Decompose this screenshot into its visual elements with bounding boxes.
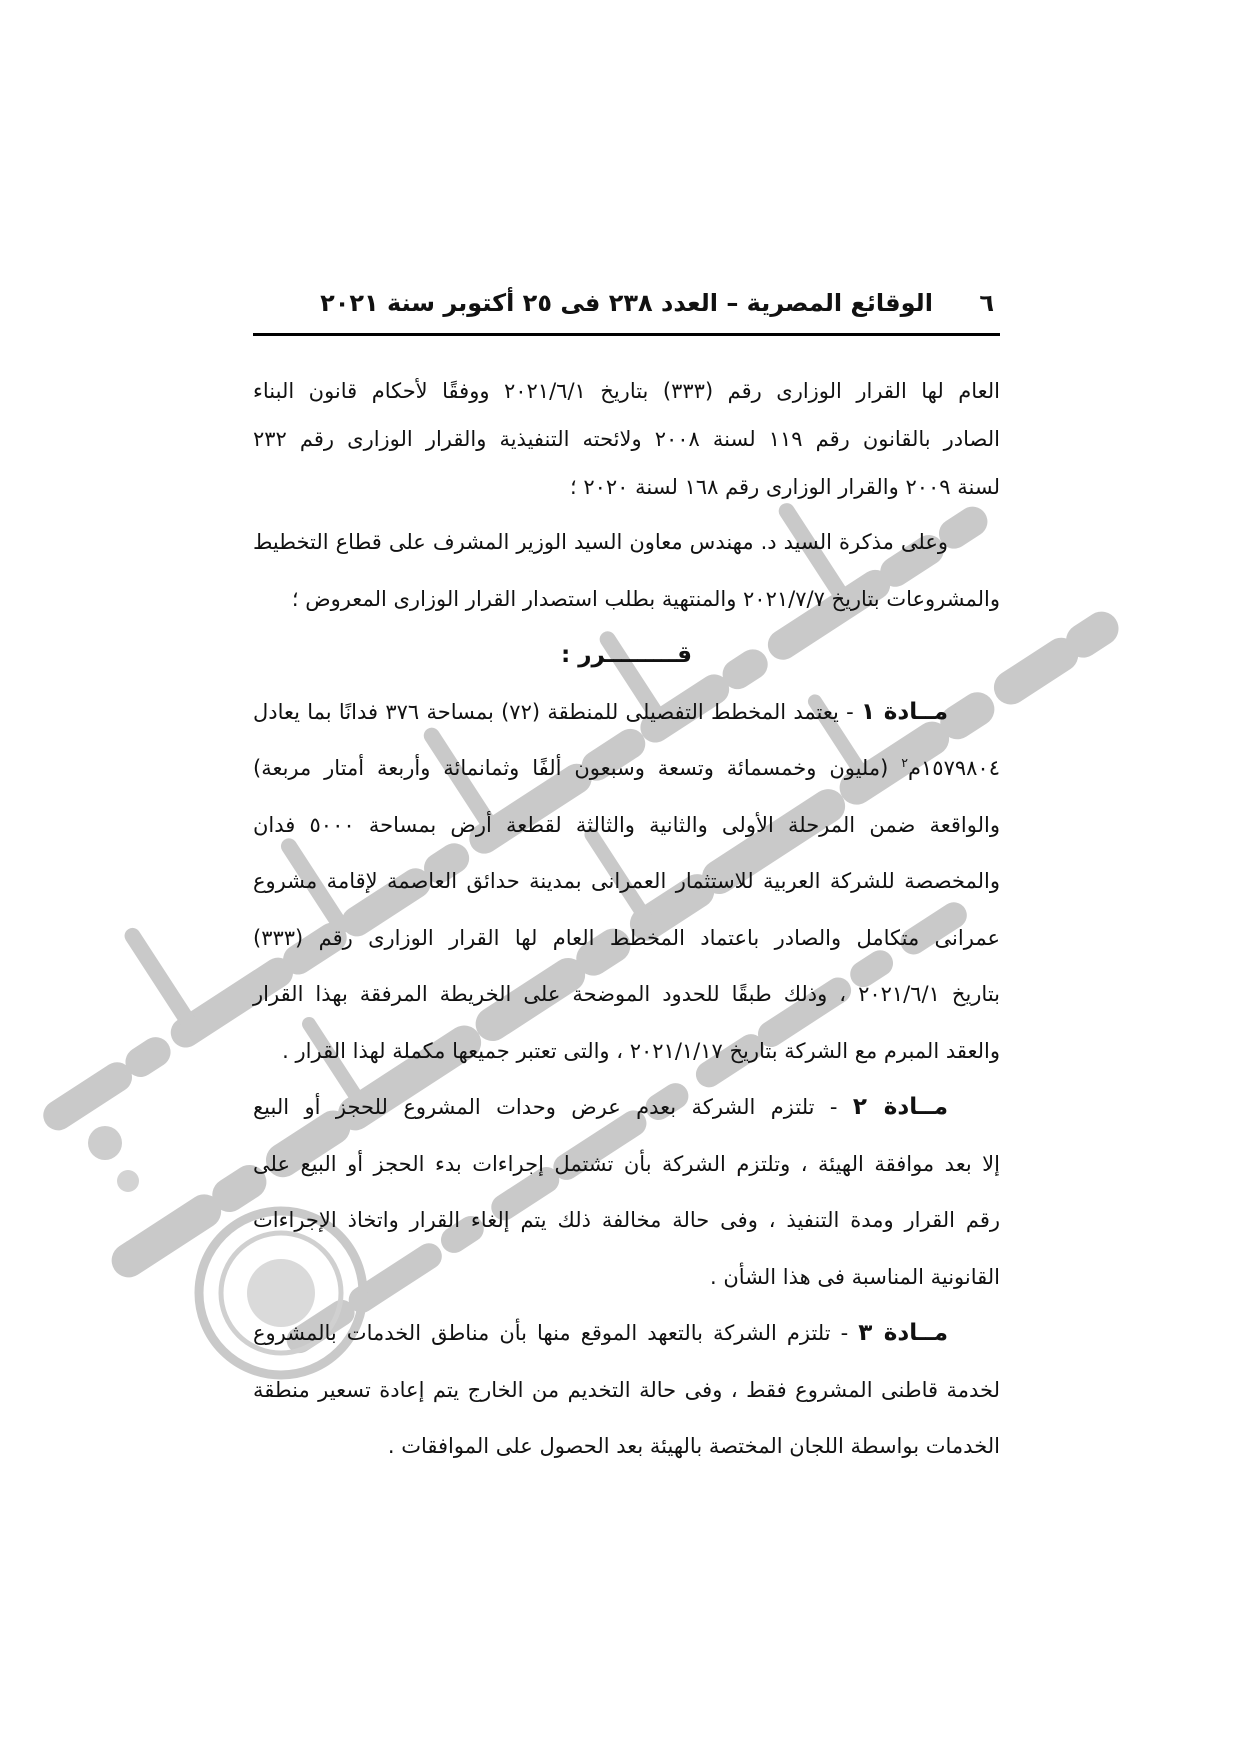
article-text: - تلتزم الشركة بالتعهد الموقع منها بأن مناطق الخدمات بالمشروع [253, 1321, 859, 1345]
watermark-stroke [133, 936, 190, 1024]
body-line: بتاريخ ٢٠٢١/٦/١ ، وذلك طبقًا للحدود الموضحة على الخريطة المرفقة بهذا القرار [253, 982, 1001, 1006]
article-1 [253, 684, 1000, 1080]
page-header [253, 283, 1000, 323]
body-line: الخدمات بواسطة اللجان المختصة بالهيئة بعد الحصول على الموافقات . [387, 1434, 1000, 1458]
body-line: والواقعة ضمن المرحلة الأولى والثانية والثالثة لقطعة أرض بمساحة ٥٠٠٠ فدان [253, 812, 1000, 837]
body-line: إلا بعد موافقة الهيئة ، وتلتزم الشركة بأن تشتمل إجراءات بدء الحجز أو البيع على [253, 1151, 1000, 1176]
body-line: رقم القرار ومدة التنفيذ ، وفى حالة مخالفة ذلك يتم إلغاء القرار واتخاذ الإجراءات [253, 1208, 1000, 1232]
body-line [253, 740, 1000, 797]
body-line: لسنة ٢٠٠٩ والقرار الوزارى رقم ١٦٨ لسنة ٢٠٢٠ ؛ [569, 475, 1000, 499]
area-in-words: (مليون وخمسمائة وتسعة وسبعون ألفًا وثمانمائة وأربعة أمتار مربعة) [253, 756, 902, 780]
area-unit-power: ٢ [901, 755, 909, 770]
article-label: مــادة ٣ [858, 1320, 948, 1346]
body-line: والمشروعات بتاريخ ٢٠٢١/٧/٧ والمنتهية بطلب استصدار القرار الوزارى المعروض ؛ [291, 586, 1000, 611]
body-line: الصادر بالقانون رقم ١١٩ لسنة ٢٠٠٨ ولائحته التنفيذية والقرار الوزارى رقم ٢٣٢ [253, 427, 1000, 451]
main-text [253, 514, 1000, 1475]
gazette-issue-title: الوقائع المصرية – العدد ٢٣٨ فى ٢٥ أكتوبر سنة ٢٠٢١ [320, 289, 933, 317]
header-rule [253, 333, 1000, 336]
article-label: مــادة ١ [861, 698, 948, 725]
watermark-dot [88, 1126, 122, 1160]
recital-paragraph [253, 514, 1000, 627]
article-label: مــادة ٢ [852, 1094, 949, 1120]
article-3 [253, 1305, 1000, 1475]
page-number: ٦ [979, 289, 994, 317]
body-line: والعقد المبرم مع الشركة بتاريخ ٢٠٢١/١/١٧ ، والتى تعتبر جميعها مكملة لهذا القرار . [282, 1038, 1000, 1063]
continued-paragraph [253, 367, 1000, 511]
article-text: - تلتزم الشركة بعدم عرض وحدات المشروع للحجز أو البيع [253, 1095, 853, 1119]
article-text: - يعتمد المخطط التفصيلى للمنطقة (٧٢) بمساحة ٣٧٦ فدانًا بما يعادل [253, 699, 861, 724]
decision-heading: قـــــــــرر : [560, 642, 693, 668]
article-2 [253, 1079, 1000, 1305]
watermark-dot [117, 1170, 139, 1192]
article-first-line [253, 684, 1000, 741]
body-line: عمرانى متكامل والصادر باعتماد المخطط العام لها القرار الوزارى رقم (٣٣٣) [253, 925, 1000, 950]
body-line: لخدمة قاطنى المشروع فقط ، وفى حالة التخديم من الخارج يتم إعادة تسعير منطقة [253, 1377, 1000, 1402]
article-first-line [253, 1305, 1000, 1362]
body-line: العام لها القرار الوزارى رقم (٣٣٣) بتاريخ ٢٠٢١/٦/١ ووفقًا لأحكام قانون البناء [253, 379, 1000, 403]
area-value: ١٥٧٩٨٠٤م [908, 756, 1000, 780]
article-first-line [253, 1079, 1000, 1136]
body-line: والمخصصة للشركة العربية للاستثمار العمرانى بمدينة حدائق العاصمة لإقامة مشروع [253, 869, 1000, 893]
body-line: القانونية المناسبة فى هذا الشأن . [709, 1264, 1000, 1289]
body-line: وعلى مذكرة السيد د. مهندس معاون السيد الوزير المشرف على قطاع التخطيط [253, 530, 948, 554]
